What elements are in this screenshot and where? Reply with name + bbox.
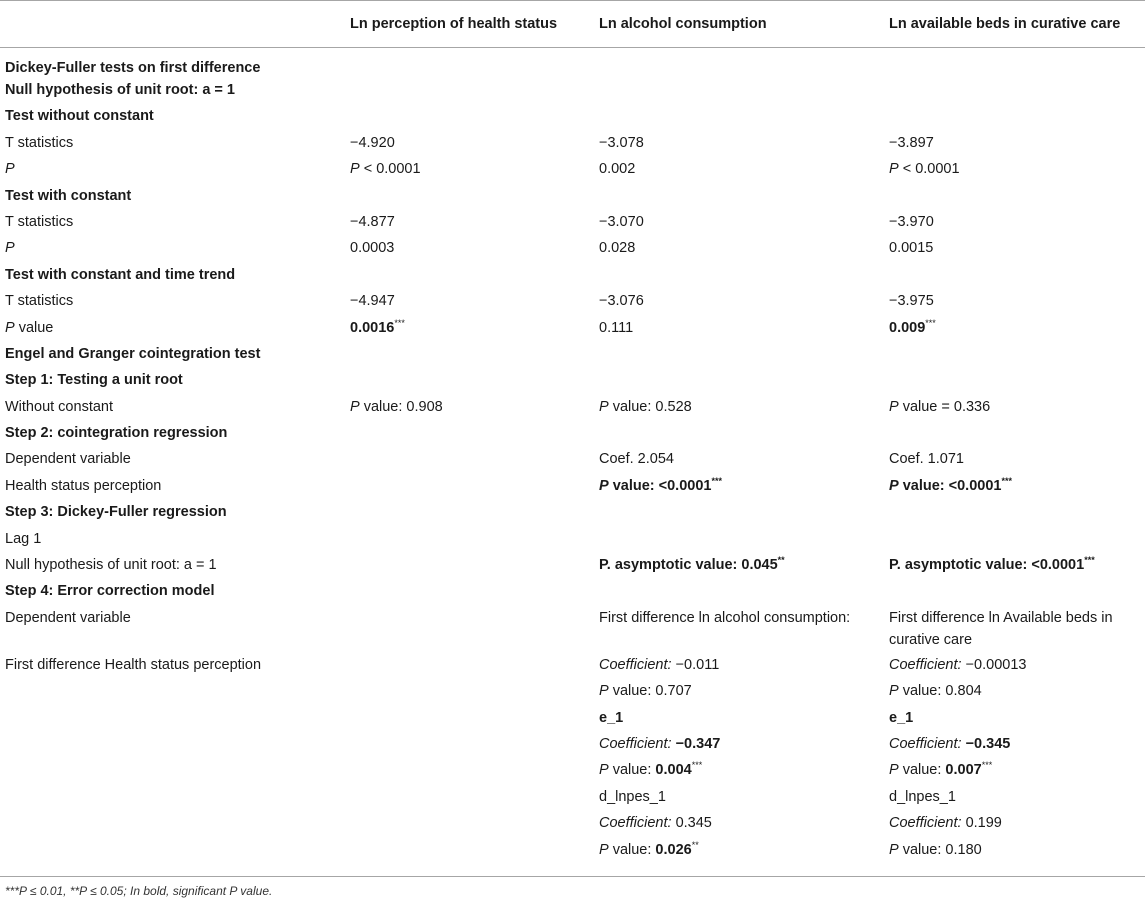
row-label: T statistics (5, 134, 74, 151)
p-symbol: P (599, 477, 609, 494)
cell (350, 396, 599, 422)
cell-value: −0.347 (675, 735, 721, 752)
row-label: Step 1: Testing a unit root (5, 372, 183, 389)
section-row (0, 264, 1145, 290)
cell: −3.897 (889, 134, 934, 151)
p-symbol: P (599, 683, 609, 700)
section-row (0, 422, 1145, 448)
cell (350, 317, 599, 343)
significance-mark: *** (1001, 475, 1012, 486)
cell: −4.947 (350, 293, 395, 310)
table-row (0, 707, 1145, 733)
cell (599, 654, 889, 680)
section-row (0, 501, 1145, 527)
coefficient-label: Coefficient: (889, 735, 962, 752)
row-label: Null hypothesis of unit root: a = 1 (5, 557, 217, 574)
row-label: Dependent variable (5, 609, 131, 626)
cell: 0.028 (599, 240, 636, 257)
p-symbol: P (599, 398, 609, 415)
table-row (0, 554, 1145, 580)
section-row (0, 369, 1145, 395)
cell: −3.970 (889, 213, 934, 230)
p-symbol: P (889, 477, 899, 494)
cell-value: 0.007 (945, 762, 982, 779)
significance-mark: *** (925, 317, 936, 328)
cell-value: value: 0.180 (898, 841, 982, 858)
row-label: Engel and Granger cointegration test (5, 345, 261, 362)
cell: e_1 (599, 709, 624, 726)
significance-mark: *** (691, 760, 703, 771)
cell-value: 0.345 (671, 815, 712, 832)
cell: Coef. 1.071 (889, 451, 964, 468)
row-label: Health status perception (5, 477, 162, 494)
header-ln-health-status: Ln perception of health status (350, 15, 558, 32)
label-text: value (14, 319, 54, 336)
cell-value: 0.026 (655, 841, 692, 858)
table-row (0, 528, 1145, 554)
cell (599, 839, 889, 865)
cell: 0.111 (599, 319, 634, 336)
header-ln-beds: Ln available beds in curative care (889, 15, 1121, 32)
table-row (0, 839, 1145, 865)
table-header (0, 0, 1145, 47)
cell-value: 0.0016 (350, 319, 395, 336)
cell (889, 812, 1145, 838)
row-label: Dickey-Fuller tests on first difference (5, 60, 261, 76)
cell (889, 396, 1145, 422)
p-symbol: P (5, 319, 15, 336)
significance-mark: *** (394, 317, 405, 328)
section-row (0, 47, 1145, 79)
cell: −3.078 (599, 134, 644, 151)
cell-value: value: <0.0001 (608, 477, 712, 494)
row-label: Null hypothesis of unit root: a = 1 (5, 82, 235, 98)
cell (350, 158, 599, 184)
cell: −3.076 (599, 293, 644, 310)
cell-value: −0.00013 (961, 656, 1027, 673)
table-body (0, 47, 1145, 865)
row-label (0, 317, 350, 343)
cell-value: P. asymptotic value: <0.0001 (889, 557, 1085, 574)
cell: d_lnpes_1 (599, 788, 666, 805)
section-row (0, 580, 1145, 606)
cell: −4.877 (350, 213, 395, 230)
cell-value: value: 0.707 (608, 683, 692, 700)
cell-value: −0.011 (671, 656, 720, 673)
cell: 0.0003 (350, 240, 395, 257)
cell: −4.920 (350, 134, 395, 151)
table-row (0, 607, 1145, 654)
p-symbol: P (889, 683, 899, 700)
p-symbol: P (889, 841, 899, 858)
cell: −3.070 (599, 213, 644, 230)
table-row (0, 132, 1145, 158)
table-row (0, 448, 1145, 474)
coefficient-label: Coefficient: (599, 656, 672, 673)
row-label: T statistics (5, 213, 74, 230)
p-symbol: P (599, 841, 609, 858)
label-text: value: (608, 762, 656, 779)
cell (889, 654, 1145, 680)
header-ln-alcohol: Ln alcohol consumption (599, 15, 767, 32)
table-row (0, 680, 1145, 706)
table-row (0, 475, 1145, 501)
cell: −3.975 (889, 293, 934, 310)
p-symbol: P (599, 762, 609, 779)
significance-mark: *** (711, 475, 722, 486)
row-label: Test with constant and time trend (5, 266, 236, 283)
row-label: Step 3: Dickey-Fuller regression (5, 504, 227, 521)
row-label: Test with constant (5, 187, 132, 204)
significance-mark: ** (691, 839, 699, 850)
table-row (0, 211, 1145, 237)
cell (889, 554, 1145, 580)
row-label: Step 4: Error correction model (5, 583, 215, 600)
cell (889, 475, 1145, 501)
p-symbol: P (350, 161, 360, 178)
cell-value: P. asymptotic value: 0.045 (599, 557, 778, 574)
cell-value: 0.009 (889, 319, 926, 336)
significance-mark: ** (777, 555, 785, 566)
p-symbol: P (889, 762, 899, 779)
label-text: value: (608, 841, 656, 858)
p-symbol: P (889, 161, 899, 178)
cell: 0.002 (599, 161, 636, 178)
cell: First difference ln Available beds in curative care (889, 609, 1113, 648)
cell-value: < 0.0001 (898, 161, 960, 178)
table-row (0, 290, 1145, 316)
cell: e_1 (889, 709, 914, 726)
coefficient-label: Coefficient: (599, 735, 672, 752)
cell-value: 0.004 (655, 762, 692, 779)
cell (599, 680, 889, 706)
bottom-rule (0, 876, 1145, 877)
table-row (0, 158, 1145, 184)
row-label: First difference Health status perception (5, 656, 262, 673)
cell (889, 680, 1145, 706)
table-row (0, 786, 1145, 812)
row-label: P (5, 161, 15, 178)
cell (599, 733, 889, 759)
cell (599, 812, 889, 838)
row-label: Lag 1 (5, 530, 42, 547)
cell (889, 759, 1145, 785)
cell-value: value: 0.804 (898, 683, 982, 700)
table-row (0, 237, 1145, 263)
cell (599, 396, 889, 422)
cell-value: < 0.0001 (359, 161, 421, 178)
cell-value: value: 0.908 (359, 398, 443, 415)
cell-value: value: <0.0001 (898, 477, 1002, 494)
cell (599, 475, 889, 501)
table-row (0, 759, 1145, 785)
significance-mark: *** (981, 760, 993, 771)
cell: First difference ln alcohol consumption: (599, 609, 851, 626)
section-row (0, 105, 1145, 131)
cell (889, 158, 1145, 184)
coefficient-label: Coefficient: (889, 815, 962, 832)
header-cell-empty (0, 0, 350, 47)
cell (889, 317, 1145, 343)
row-label: Dependent variable (5, 451, 131, 468)
cell: d_lnpes_1 (889, 788, 956, 805)
label-text: value: (898, 762, 946, 779)
table-row (0, 396, 1145, 422)
cell-value: −0.345 (965, 735, 1011, 752)
p-symbol: P (350, 398, 360, 415)
table-row (0, 733, 1145, 759)
table-row (0, 812, 1145, 838)
section-row (0, 79, 1145, 105)
section-row (0, 185, 1145, 211)
row-label: Test without constant (5, 108, 154, 125)
cell (599, 554, 889, 580)
cell (599, 759, 889, 785)
row-label: T statistics (5, 293, 74, 310)
row-label: P (5, 240, 15, 257)
cell-value: value = 0.336 (898, 398, 991, 415)
cell-value: 0.199 (961, 815, 1002, 832)
row-label: Without constant (5, 398, 113, 415)
p-symbol: P (889, 398, 899, 415)
row-label: Step 2: cointegration regression (5, 425, 228, 442)
coefficient-label: Coefficient: (599, 815, 672, 832)
table-footnote: ***P ≤ 0.01, **P ≤ 0.05; In bold, significant P value. (5, 884, 273, 898)
significance-mark: *** (1084, 555, 1095, 566)
table-row (0, 317, 1145, 343)
cell: 0.0015 (889, 240, 934, 257)
table-row (0, 654, 1145, 680)
cell (889, 733, 1145, 759)
section-row (0, 343, 1145, 369)
coefficient-label: Coefficient: (889, 656, 962, 673)
cell (889, 839, 1145, 865)
cell-value: value: 0.528 (608, 398, 692, 415)
cell: Coef. 2.054 (599, 451, 674, 468)
